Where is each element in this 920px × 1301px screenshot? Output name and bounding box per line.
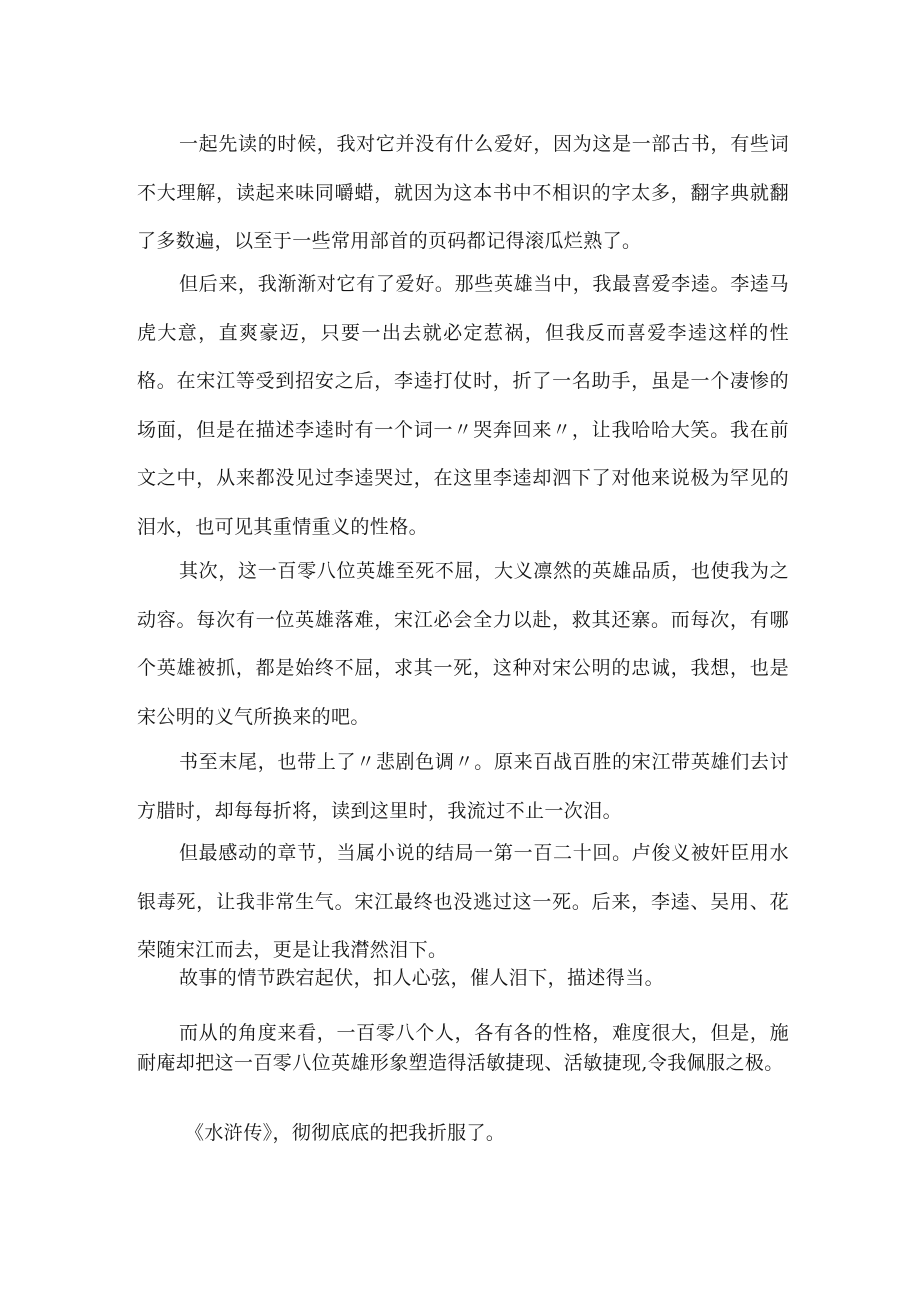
paragraph-li-kui: 但后来，我渐渐对它有了爱好。那些英雄当中，我最喜爱李逵。李逵马虎大意，直爽豪迈，只要一出去就必定惹祸，但我反而喜爱李逵这样的性格。在宋江等受到招安之后，李逵打仗时，折了一名助手，虽是一个凄惨的场面，但是在描述李逵时有一个词一〃哭奔回来〃，让我哈哈大笑。我在前文之中，从来都没见过李逵哭过，在这里李逵却泗下了对他来说极为罕见的泪水，也可见其重情重义的性格。 (137, 273, 789, 538)
paragraph-conclusion: 《水浒传》，彻彻底底的把我折服了。 (185, 1122, 506, 1144)
paragraph-plot-comment: 故事的情节跌宕起伏，扣人心弦，催人泪下，描述得当。 (179, 967, 665, 989)
paragraph-most-moving-chapter: 但最感动的章节，当属小说的结局一第一百二十回。卢俊义被奸臣用水银毒死，让我非常生气。宋江最终也没逃过这一死。后来，李逵、吴用、花荣随宋江而去，更是让我潸然泪下。 (137, 842, 789, 961)
paragraph-heroes-loyalty: 其次，这一百零八位英雄至死不屈，大义凛然的英雄品质，也使我为之动容。每次有一位英雄落难，宋江必会全力以赴，救其还寨。而每次，有哪个英雄被抓，都是始终不屈，求其一死，这种对宋公明的忠诚，我想，也是宋公明的义气所换来的吧。 (137, 560, 789, 728)
paragraph-characterization: 而从的角度来看，一百零八个人，各有各的性格，难度很大，但是，施耐庵却把这一百零八位英雄形象塑造得活敏捷现、活敏捷现,令我佩服之极。 (137, 1022, 789, 1074)
paragraph-first-impression: 一起先读的时候，我对它并没有什么爱好，因为这是一部古书，有些词不大理解，读起来味同嚼蜡，就因为这本书中不相识的字太多，翻字典就翻了多数遍，以至于一些常用部首的页码都记得滚瓜烂熟了。 (137, 133, 789, 252)
paragraph-tragic-ending: 书至末尾，也带上了〃悲剧色调〃。原来百战百胜的宋江带英雄们去讨方腊时，却每每折将，读到这里时，我流过不止一次泪。 (137, 751, 789, 822)
